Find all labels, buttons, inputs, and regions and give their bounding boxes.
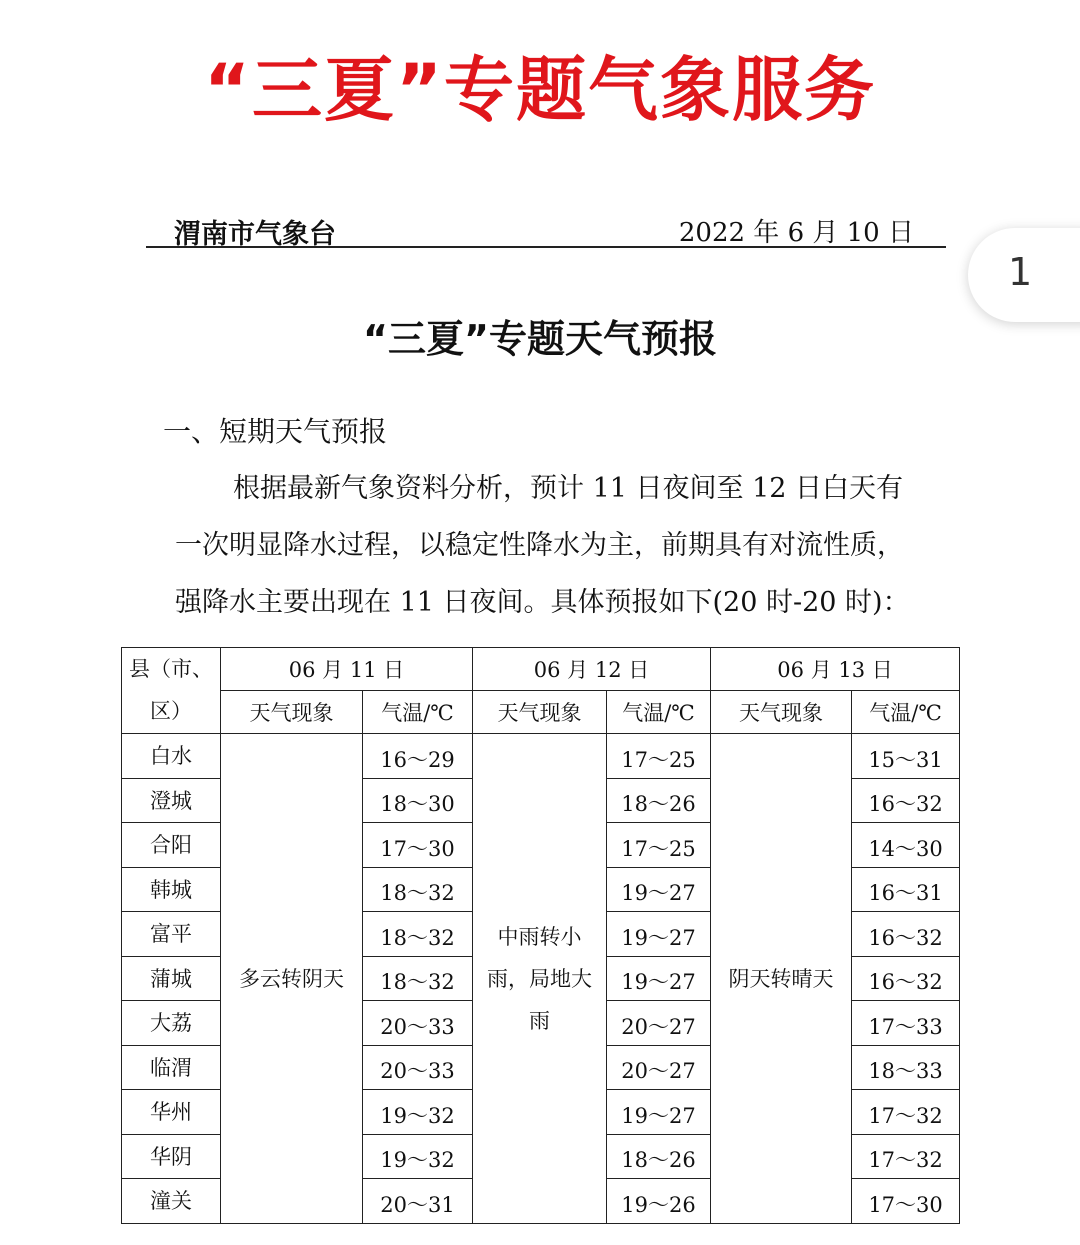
temp-cell: 14～30 — [852, 823, 960, 868]
forecast-table — [121, 647, 960, 1224]
paragraph-line-2: 一次明显降水过程，以稳定性降水为主，前期具有对流性质， — [175, 530, 904, 561]
temp-cell: 19～27 — [607, 956, 711, 1001]
paragraph-line-3: 强降水主要出现在 11 日夜间。具体预报如下(20 时-20 时)： — [175, 587, 910, 618]
weather-column-header: 天气现象 — [711, 691, 852, 734]
temp-column-header: 气温/℃ — [607, 691, 711, 734]
banner-title: “三夏”专题气象服务 — [203, 49, 876, 131]
weather-column-header: 天气现象 — [473, 691, 607, 734]
county-cell: 合阳 — [122, 823, 221, 868]
temp-cell: 17～32 — [852, 1134, 960, 1179]
date-header: 06 月 12 日 — [473, 648, 711, 691]
county-cell: 白水 — [122, 734, 221, 779]
county-cell: 临渭 — [122, 1045, 221, 1090]
temp-cell: 16～32 — [852, 956, 960, 1001]
temp-cell: 18～26 — [607, 778, 711, 823]
weather-cell: 中雨转小雨，局地大雨 — [473, 734, 607, 1224]
date-header: 06 月 13 日 — [711, 648, 960, 691]
temp-column-header: 气温/℃ — [852, 691, 960, 734]
temp-cell: 18～32 — [363, 912, 473, 957]
temp-cell: 16～29 — [363, 734, 473, 779]
temp-cell: 16～32 — [852, 912, 960, 957]
temp-cell: 16～31 — [852, 867, 960, 912]
county-cell: 潼关 — [122, 1179, 221, 1224]
weather-cell: 阴天转晴天 — [711, 734, 852, 1224]
issuer-name: 渭南市气象台 — [174, 219, 336, 250]
table-header-row-dates — [122, 648, 960, 691]
document-title: “三夏”专题天气预报 — [363, 317, 717, 361]
temp-cell: 19～27 — [607, 1090, 711, 1135]
temp-cell: 18～32 — [363, 867, 473, 912]
temp-cell: 20～33 — [363, 1001, 473, 1046]
weather-cell: 多云转阴天 — [221, 734, 363, 1224]
temp-cell: 19～32 — [363, 1134, 473, 1179]
temp-cell: 20～31 — [363, 1179, 473, 1224]
temp-cell: 17～33 — [852, 1001, 960, 1046]
temp-cell: 19～27 — [607, 912, 711, 957]
county-cell: 蒲城 — [122, 956, 221, 1001]
temp-cell: 18～26 — [607, 1134, 711, 1179]
county-cell: 华阴 — [122, 1134, 221, 1179]
temp-cell: 19～26 — [607, 1179, 711, 1224]
temp-cell: 18～33 — [852, 1045, 960, 1090]
temp-cell: 17～32 — [852, 1090, 960, 1135]
temp-cell: 20～27 — [607, 1001, 711, 1046]
issue-date: 2022 年 6 月 10 日 — [678, 218, 914, 248]
temp-cell: 19～32 — [363, 1090, 473, 1135]
temp-cell: 18～30 — [363, 778, 473, 823]
page-number: 1 — [1008, 250, 1033, 294]
county-cell: 富平 — [122, 912, 221, 957]
table-header-row-fields — [122, 691, 960, 734]
temp-cell: 20～33 — [363, 1045, 473, 1090]
temp-cell: 17～30 — [363, 823, 473, 868]
county-header: 县（市、区） — [122, 648, 221, 734]
temp-cell: 19～27 — [607, 867, 711, 912]
table-row — [122, 734, 960, 779]
section-heading: 一、短期天气预报 — [163, 415, 388, 448]
weather-column-header: 天气现象 — [221, 691, 363, 734]
temp-cell: 16～32 — [852, 778, 960, 823]
temp-cell: 15～31 — [852, 734, 960, 779]
paragraph-line-1: 根据最新气象资料分析，预计 11 日夜间至 12 日白天有 — [233, 473, 904, 504]
date-header: 06 月 11 日 — [221, 648, 473, 691]
county-cell: 澄城 — [122, 778, 221, 823]
temp-column-header: 气温/℃ — [363, 691, 473, 734]
county-cell: 华州 — [122, 1090, 221, 1135]
issuer-row — [146, 206, 946, 248]
temp-cell: 17～30 — [852, 1179, 960, 1224]
temp-cell: 17～25 — [607, 734, 711, 779]
county-cell: 大荔 — [122, 1001, 221, 1046]
county-cell: 韩城 — [122, 867, 221, 912]
temp-cell: 17～25 — [607, 823, 711, 868]
temp-cell: 20～27 — [607, 1045, 711, 1090]
temp-cell: 18～32 — [363, 956, 473, 1001]
